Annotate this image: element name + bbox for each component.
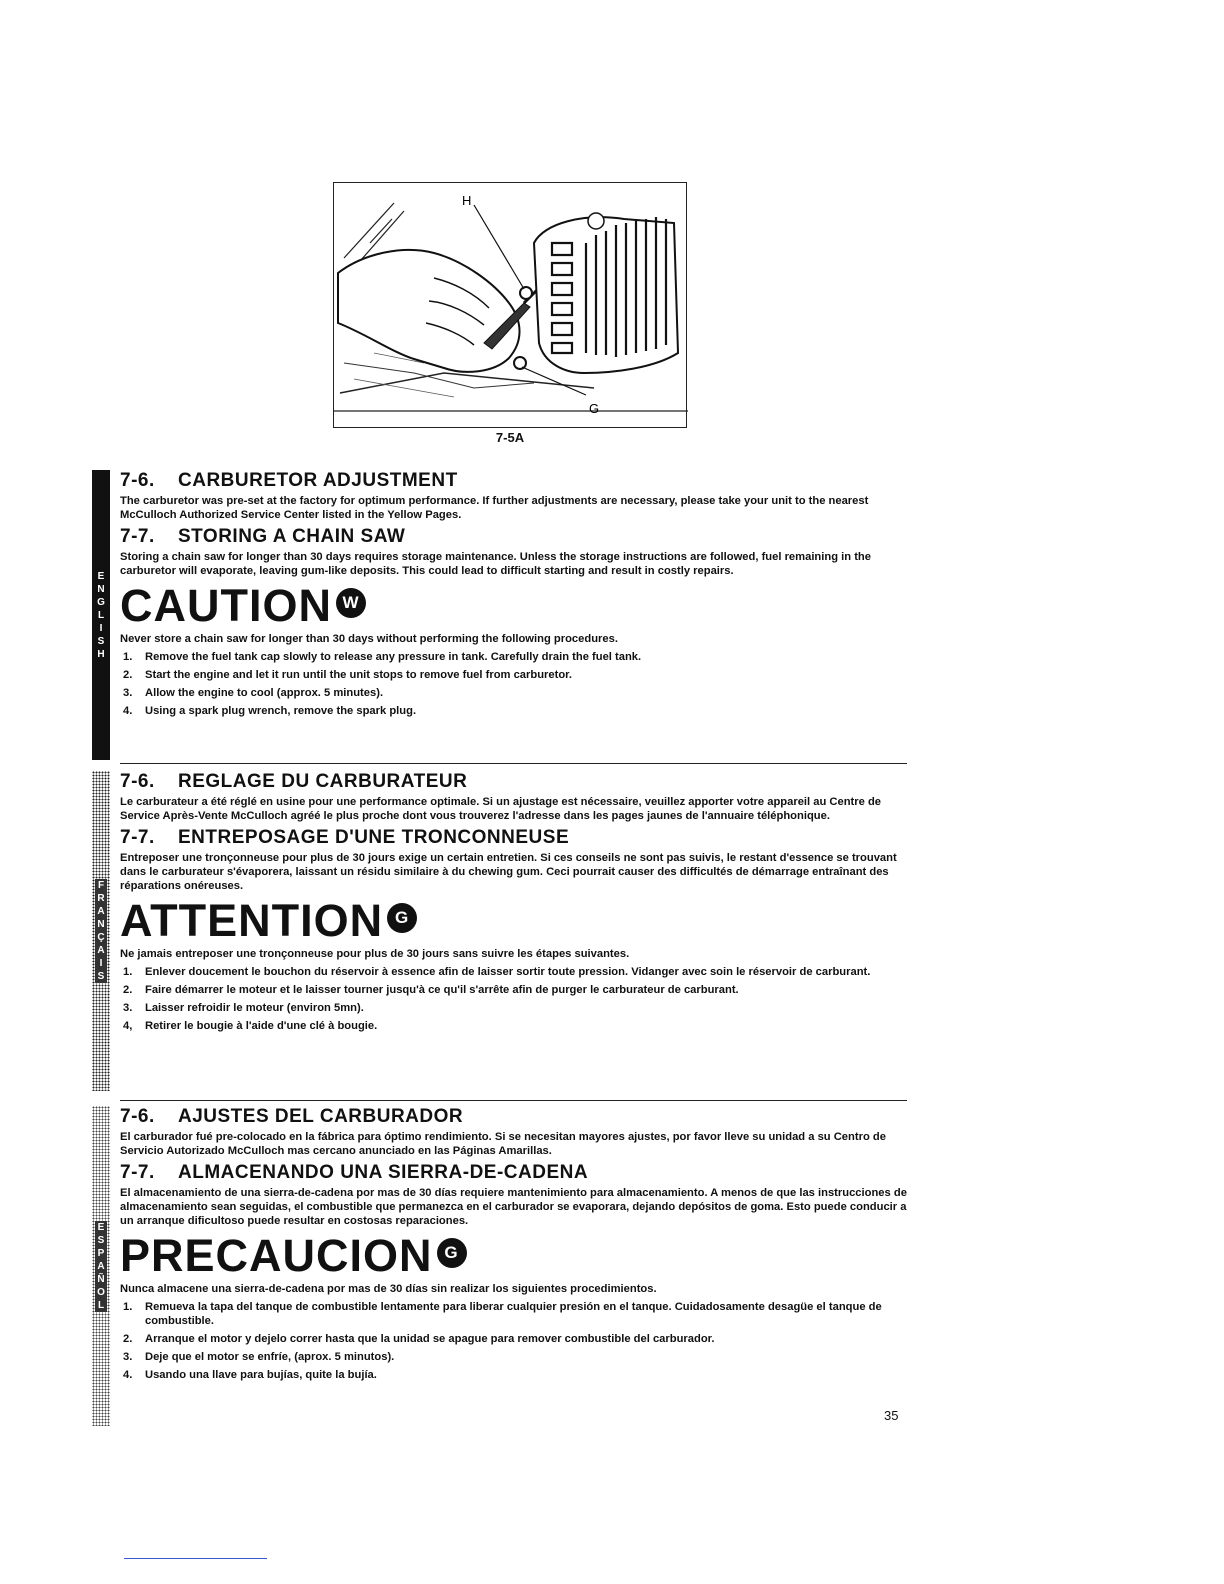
warning-symbol-icon: G <box>437 1238 467 1268</box>
list-item: 3. Deje que el motor se enfríe, (aprox. 5 minutos). <box>123 1351 395 1363</box>
english-content <box>120 470 907 722</box>
spanish-section <box>92 1106 907 1426</box>
warning-symbol-icon: G <box>387 903 417 933</box>
section-body: Le carburateur a été réglé en usine pour une performance optimale. Si un ajustage est nécessaire, veuillez apporter votre appareil au Centre de Service Après-Vente McCulloch agréé le plus proche dont vous trouverez l'adresse dans les pages jaunes de l'annuaire téléphonique. <box>120 796 882 822</box>
section-divider <box>120 763 907 764</box>
bottom-rule <box>124 1558 267 1559</box>
list-item: 2. Arranque el motor y dejelo correr hasta que la unidad se apague para remover combustible del carburador. <box>123 1333 715 1345</box>
list-item: 3. Allow the engine to cool (approx. 5 minutes). <box>123 687 384 699</box>
list-item: 2. Faire démarrer le moteur et le laisser tourner jusqu'à ce qu'il s'arrête afin de purger le carburateur de carburant. <box>123 984 739 996</box>
warning-intro: Ne jamais entreposer une tronçonneuse pour plus de 30 jours sans suivre les étapes suivantes. <box>120 948 630 960</box>
section-heading: 7-6. AJUSTES DEL CARBURADOR <box>120 1106 464 1127</box>
section-body: Storing a chain saw for longer than 30 days requires storage maintenance. Unless the storage instructions are followed, fuel remaining in the carburetor will evaporate, leaving gum-like deposits. This could lead to difficult starting and result in costly repairs. <box>120 551 871 577</box>
tab-letter: E <box>97 570 105 582</box>
section-heading: 7-6. REGLAGE DU CARBURATEUR <box>120 771 468 792</box>
tab-letter: S <box>97 635 105 647</box>
french-side-tab <box>92 771 110 1091</box>
section-heading: 7-7. ENTREPOSAGE D'UNE TRONCONNEUSE <box>120 827 570 848</box>
list-item: 2. Start the engine and let it run until the unit stops to remove fuel from carburetor. <box>123 669 573 681</box>
tab-letter: H <box>97 648 105 660</box>
tab-letter: I <box>95 957 107 970</box>
tab-letter: Ç <box>95 931 107 944</box>
section-body: Entreposer une tronçonneuse pour plus de 30 jours exige un certain entretien. Si ces conseils ne sont pas suivis, le restant d'essence se trouvant dans le carburateur s'évaporera, laissant un résidu similaire à du chewing gum. Ceci pourrait causer des difficultés de démarrage entraînant des réparations onéreuses. <box>120 852 897 892</box>
figure-7-5a <box>333 182 687 428</box>
list-item: 1. Enlever doucement le bouchon du réservoir à essence afin de laisser sortir toute pression. Vidanger avec soin le réservoir de carburant. <box>123 966 871 978</box>
list-item: 4. Usando una llave para bujías, quite la bujía. <box>123 1369 377 1381</box>
tab-letter: L <box>97 609 105 621</box>
procedure-list <box>120 965 907 1033</box>
tab-letter: S <box>95 1234 107 1247</box>
carburetor-illustration <box>334 183 688 429</box>
tab-letter: A <box>95 1260 107 1273</box>
list-item: 4, Retirer le bougie à l'aide d'une clé à bougie. <box>123 1020 378 1032</box>
english-side-tab <box>92 470 110 760</box>
caution-heading: PRECAUCION G <box>120 1232 907 1280</box>
section-heading: 7-6. CARBURETOR ADJUSTMENT <box>120 470 458 491</box>
section-heading: 7-7. STORING A CHAIN SAW <box>120 526 406 547</box>
procedure-list <box>120 650 907 718</box>
english-section <box>92 470 907 760</box>
section-body: El carburador fué pre-colocado en la fábrica para óptimo rendimiento. Si se necesitan mayores ajustes, por favor lleve su unidad a su Centro de Servicio Autorizado McCulloch mas cercano anunciado en las Páginas Amarillas. <box>120 1131 886 1157</box>
caution-heading: CAUTION W <box>120 582 907 630</box>
tab-letter: O <box>95 1286 107 1299</box>
page-number: 35 <box>884 1408 899 1423</box>
tab-letter: L <box>95 1299 107 1312</box>
warning-intro: Nunca almacene una sierra-de-cadena por mas de 30 días sin realizar los siguientes procedimientos. <box>120 1283 657 1295</box>
tab-letter: A <box>95 905 107 918</box>
procedure-list <box>120 1300 907 1382</box>
tab-letter: Ñ <box>95 1273 107 1286</box>
tab-letter: S <box>95 970 107 983</box>
french-content <box>120 771 907 1037</box>
warning-symbol-icon: W <box>336 588 366 618</box>
tab-letter: E <box>95 1221 107 1234</box>
spanish-content <box>120 1106 907 1386</box>
spanish-side-tab <box>92 1106 110 1426</box>
tab-letter: N <box>97 583 105 595</box>
label-h: H <box>462 193 472 208</box>
section-body: The carburetor was pre-set at the factory for optimum performance. If further adjustments are necessary, please take your unit to the nearest McCulloch Authorized Service Center listed in the Yellow Pages. <box>120 495 869 521</box>
tab-letter: F <box>95 879 107 892</box>
tab-letter: R <box>95 892 107 905</box>
tab-letter: G <box>97 596 105 608</box>
warning-intro: Never store a chain saw for longer than 30 days without performing the following procedures. <box>120 633 618 645</box>
tab-letter: I <box>99 622 103 634</box>
list-item: 1. Remueva la tapa del tanque de combustible lentamente para liberar cualquier presión en el tanque. Cuidadosamente desagüe el tanque de combustible. <box>123 1301 882 1327</box>
section-heading: 7-7. ALMACENANDO UNA SIERRA-DE-CADENA <box>120 1162 589 1183</box>
section-divider <box>120 1100 907 1101</box>
list-item: 3. Laisser refroidir le moteur (environ 5mn). <box>123 1002 364 1014</box>
list-item: 1. Remove the fuel tank cap slowly to release any pressure in tank. Carefully drain the fuel tank. <box>123 651 642 663</box>
section-body: El almacenamiento de una sierra-de-cadena por mas de 30 días requiere mantenimiento para almacenamiento. A menos de que las instrucciones de almacenamiento sean seguidas, el combustible que permanezca en el carburador se evaporara, dejando depósitos de goma. Esto puede conducir a un arranque dificultoso puede resultar en costosas reparaciones. <box>120 1187 907 1227</box>
tab-letter: A <box>95 944 107 957</box>
figure-caption: 7-5A <box>495 430 525 445</box>
french-section <box>92 771 907 1091</box>
label-g: G <box>589 401 600 416</box>
tab-letter: N <box>95 918 107 931</box>
caution-heading: ATTENTION G <box>120 897 907 945</box>
list-item: 4. Using a spark plug wrench, remove the spark plug. <box>123 705 417 717</box>
tab-letter: P <box>95 1247 107 1260</box>
